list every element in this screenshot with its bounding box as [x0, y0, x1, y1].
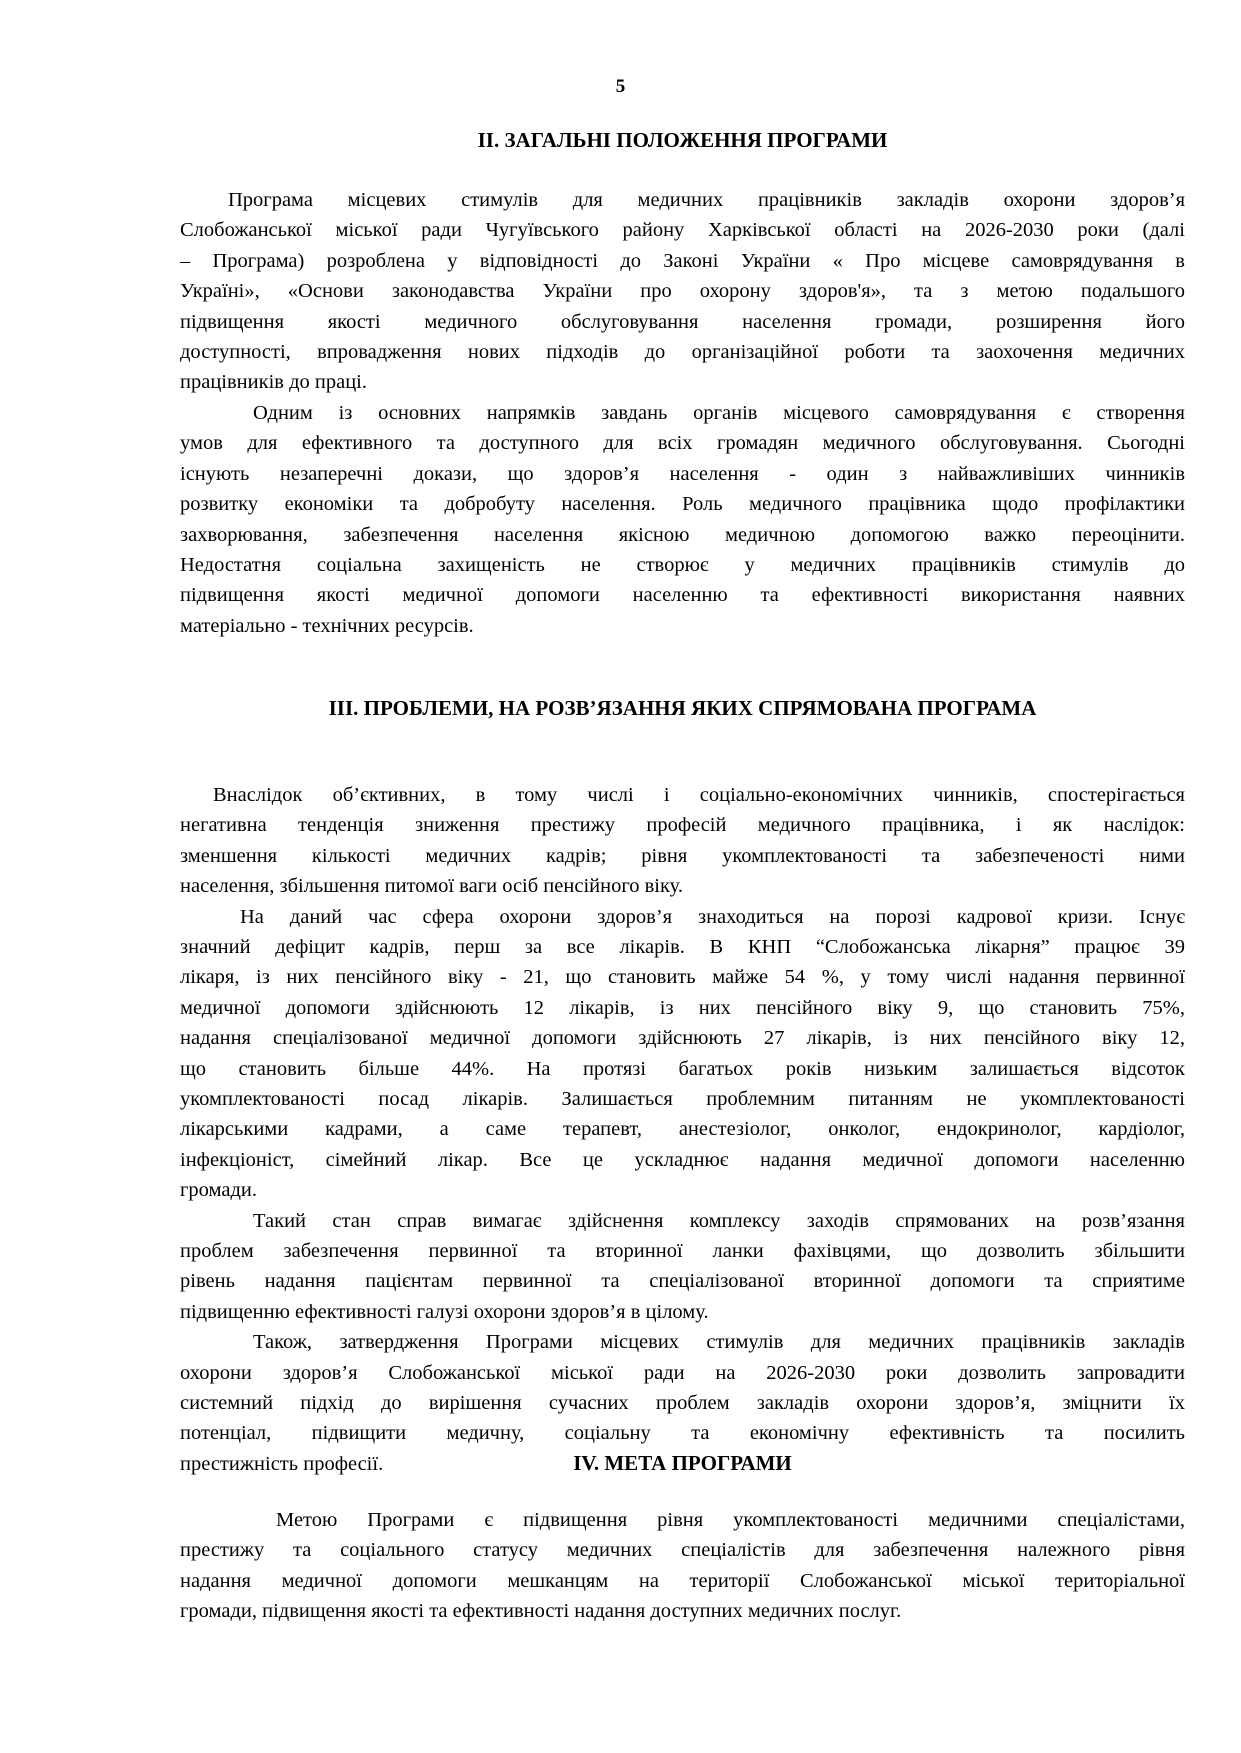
text-line: зменшення кількості медичних кадрів; рівня укомплектованості та забезпеченості ними [180, 844, 1185, 867]
text-line: матеріально - технічних ресурсів. [180, 614, 474, 637]
section-3-paragraph-3 [180, 1206, 1185, 1328]
text-line: розвитку економіки та добробуту населення. Роль медичного працівника щодо профілактики [180, 493, 1185, 516]
text-line: Програма місцевих стимулів для медичних працівників закладів охорони здоров’я [228, 189, 1185, 211]
text-line: надання спеціалізованої медичної допомоги здійснюють 27 лікарів, із них пенсійного віку 12, [180, 1027, 1185, 1050]
text-line: рівень надання пацієнтам первинної та спеціалізованої вторинної допомоги та сприятиме [180, 1270, 1185, 1293]
text-line: потенціал, підвищити медичну, соціальну та економічну ефективність та посилить [180, 1422, 1185, 1445]
section-2-heading: II. ЗАГАЛЬНІ ПОЛОЖЕННЯ ПРОГРАМИ [477, 128, 888, 152]
text-line: Такий стан справ вимагає здійснення комплексу заходів спрямованих на розв’язання [253, 1209, 1185, 1232]
text-line: Недостатня соціальна захищеність не створює у медичних працівників стимулів до [180, 553, 1185, 576]
text-line: лікарськими кадрами, а саме терапевт, анестезіолог, онколог, ендокринолог, кардіолог, [180, 1118, 1185, 1141]
page-number: 5 [615, 76, 626, 97]
text-line: Метою Програми є підвищення рівня укомплектованості медичними спеціалістами, [276, 1509, 1185, 1531]
text-line: працівників до праці. [180, 371, 367, 394]
text-line: престижність професії. [180, 1452, 384, 1475]
text-line: що становить більше 44%. На протязі багатьох років низьким залишається відсоток [180, 1057, 1185, 1080]
text-line: Україні», «Основи законодавства України про охорону здоров'я», та з метою подальшого [180, 280, 1185, 303]
section-4-heading: IV. МЕТА ПРОГРАМИ [573, 1451, 792, 1475]
text-line: – Програма) розроблена у відповідності до Законі України « Про місцеве самоврядування в [180, 249, 1185, 272]
text-line: підвищенню ефективності галузі охорони здоров’я в цілому. [180, 1300, 709, 1323]
text-line: підвищення якості медичної допомоги населенню та ефективності використання наявних [180, 584, 1185, 607]
section-3-heading: III. ПРОБЛЕМИ, НА РОЗВ’ЯЗАННЯ ЯКИХ СПРЯМОВАНА ПРОГРАМА [328, 696, 1037, 720]
text-line: Внаслідок об’єктивних, в тому числі і соціально-економічних чинників, спостерігається [213, 784, 1185, 806]
text-line: Слобожанської міської ради Чугуївського району Харківської області на 2026-2030 роки (далі [180, 219, 1185, 242]
text-line: існують незаперечні докази, що здоров’я населення - один з найважливіших чинників [180, 462, 1185, 485]
text-line: Одним із основних напрямків завдань органів місцевого самоврядування є створення [253, 402, 1185, 424]
text-line: умов для ефективного та доступного для всіх громадян медичного обслуговування. Сьогодні [180, 432, 1185, 455]
text-line: медичної допомоги здійснюють 12 лікарів, із них пенсійного віку 9, що становить 75%, [180, 996, 1185, 1019]
text-line: значний дефіцит кадрів, перш за все лікарів. В КНП “Слобожанська лікарня” працює 39 [180, 935, 1185, 958]
text-line: негативна тенденція зниження престижу професій медичного працівника, і як наслідок: [180, 814, 1185, 837]
text-line: населення, збільшення питомої ваги осіб пенсійного віку. [180, 875, 683, 898]
text-line: доступності, впровадження нових підходів до організаційної роботи та заохочення медичних [180, 340, 1185, 363]
text-line: захворювання, забезпечення населення якісною медичною допомогою важко переоцінити. [180, 523, 1185, 546]
text-line: укомплектованості посад лікарів. Залишається проблемним питанням не укомплектованості [180, 1087, 1185, 1110]
text-line: престижу та соціального статусу медичних спеціалістів для забезпечення належного рівня [180, 1539, 1185, 1562]
text-line: інфекціоніст, сімейний лікар. Все це ускладнює надання медичної допомоги населенню [180, 1148, 1185, 1171]
section-2-paragraph-1 [180, 185, 1185, 398]
text-line: На даний час сфера охорони здоров’я знаходиться на порозі кадрової кризи. Існує [240, 905, 1185, 928]
section-3-paragraph-1 [180, 780, 1185, 902]
text-line: громади, підвищення якості та ефективності надання доступних медичних послуг. [180, 1600, 902, 1623]
text-line: охорони здоров’я Слобожанської міської ради на 2026-2030 роки дозволить запровадити [180, 1361, 1185, 1384]
text-line: системний підхід до вирішення сучасних проблем закладів охорони здоров’я, зміцнити їх [180, 1391, 1185, 1414]
text-line: надання медичної допомоги мешканцям на території Слобожанської міської територіальної [180, 1569, 1185, 1592]
section-2-paragraph-2 [180, 398, 1185, 641]
text-line: проблем забезпечення первинної та вторинної ланки фахівцями, що дозволить збільшити [180, 1239, 1185, 1262]
text-line: лікаря, із них пенсійного віку - 21, що становить майже 54 %, у тому числі надання первинної [180, 966, 1185, 989]
text-line: громади. [180, 1179, 257, 1202]
text-line: Також, затвердження Програми місцевих стимулів для медичних працівників закладів [253, 1331, 1185, 1354]
section-3-paragraph-2 [180, 902, 1185, 1206]
text-line: підвищення якості медичного обслуговування населення громади, розширення його [180, 310, 1185, 333]
section-4-paragraph-1 [180, 1505, 1185, 1627]
